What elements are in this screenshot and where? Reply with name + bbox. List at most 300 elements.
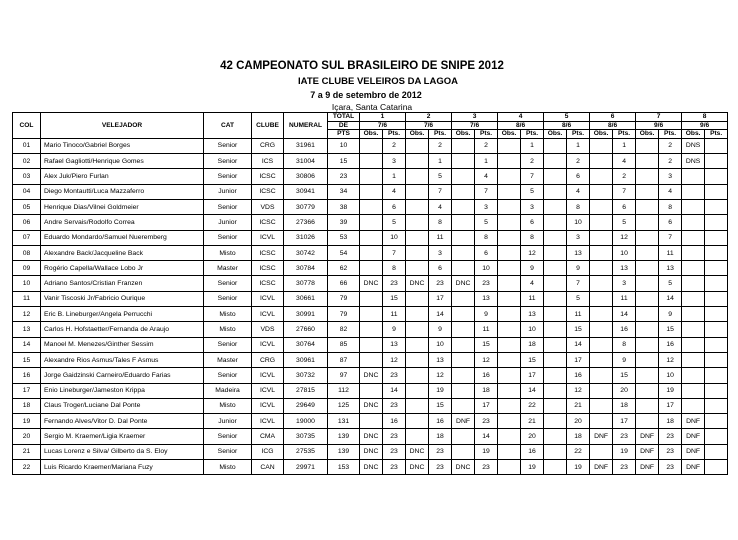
row-race-pts: 3 bbox=[659, 169, 682, 184]
row-race-pts: 9 bbox=[613, 352, 636, 367]
row-race-pts: 12 bbox=[383, 352, 406, 367]
row-race-obs bbox=[498, 291, 521, 306]
table-row bbox=[13, 307, 728, 322]
row-cat: Junior bbox=[204, 184, 252, 199]
row-race-pts: 19 bbox=[613, 444, 636, 459]
table-row bbox=[13, 276, 728, 291]
row-race-pts: 10 bbox=[613, 245, 636, 260]
row-sailor: Rogério Capella/Wallace Lobo Jr bbox=[41, 261, 204, 276]
row-race-obs bbox=[590, 414, 613, 429]
row-race-pts: 18 bbox=[659, 414, 682, 429]
row-race-obs bbox=[590, 199, 613, 214]
row-race-pts: 12 bbox=[475, 352, 498, 367]
row-race-pts: 8 bbox=[659, 199, 682, 214]
row-race-obs: DNC bbox=[452, 276, 475, 291]
row-sailor: Manoel M. Menezes/Ginther Sessim bbox=[41, 337, 204, 352]
row-race-obs bbox=[544, 398, 567, 413]
row-race-pts: 20 bbox=[613, 383, 636, 398]
row-race-obs bbox=[498, 429, 521, 444]
row-race-obs bbox=[452, 215, 475, 230]
row-race-pts: 5 bbox=[383, 215, 406, 230]
page-title: 42 CAMPEONATO SUL BRASILEIRO DE SNIPE 2012 bbox=[220, 60, 504, 72]
row-race-pts: 7 bbox=[429, 184, 452, 199]
row-cat: Junior bbox=[204, 215, 252, 230]
row-sailor: Lucas Lorenz e Silva/ Gilberto da S. Eloy bbox=[41, 444, 204, 459]
row-race-obs bbox=[636, 352, 659, 367]
row-race-obs bbox=[498, 184, 521, 199]
row-club: ICVL bbox=[252, 230, 284, 245]
row-number: 30764 bbox=[284, 337, 328, 352]
row-race-pts: 11 bbox=[475, 322, 498, 337]
row-total: 53 bbox=[328, 230, 360, 245]
row-race-pts: 10 bbox=[383, 230, 406, 245]
row-race-obs: DNC bbox=[360, 276, 383, 291]
row-race-pts: 6 bbox=[521, 215, 544, 230]
row-race-pts: 12 bbox=[659, 352, 682, 367]
table-row bbox=[13, 398, 728, 413]
row-race-pts: 10 bbox=[567, 215, 590, 230]
row-cat: Senior bbox=[204, 138, 252, 153]
row-race-pts: 6 bbox=[567, 169, 590, 184]
row-race-pts bbox=[705, 337, 728, 352]
row-cat: Senior bbox=[204, 444, 252, 459]
row-race-obs bbox=[636, 383, 659, 398]
row-race-pts: 20 bbox=[521, 429, 544, 444]
row-race-pts: 3 bbox=[429, 245, 452, 260]
row-race-obs bbox=[590, 444, 613, 459]
row-race-pts: 1 bbox=[613, 138, 636, 153]
row-race-obs bbox=[682, 337, 705, 352]
col-header-col: COL bbox=[13, 113, 41, 139]
row-total: 79 bbox=[328, 307, 360, 322]
row-cat: Master bbox=[204, 352, 252, 367]
race-number-header: 5 bbox=[544, 113, 590, 122]
table-row bbox=[13, 383, 728, 398]
row-total: 139 bbox=[328, 429, 360, 444]
race-date-header: 7/6 bbox=[360, 121, 406, 130]
row-race-pts: 15 bbox=[567, 322, 590, 337]
row-race-pts: 8 bbox=[429, 215, 452, 230]
row-sailor: Eduardo Mondardo/Samuel Nueremberg bbox=[41, 230, 204, 245]
row-col: 12 bbox=[13, 307, 41, 322]
row-race-obs bbox=[636, 307, 659, 322]
row-race-obs bbox=[544, 352, 567, 367]
row-club: ICSC bbox=[252, 184, 284, 199]
row-cat: Senior bbox=[204, 368, 252, 383]
row-race-pts: 16 bbox=[613, 322, 636, 337]
club-name: IATE CLUBE VELEIROS DA LAGOA bbox=[298, 76, 458, 87]
row-race-obs bbox=[452, 352, 475, 367]
row-col: 11 bbox=[13, 291, 41, 306]
row-race-pts: 23 bbox=[613, 429, 636, 444]
race-number-header: 4 bbox=[498, 113, 544, 122]
table-row bbox=[13, 429, 728, 444]
row-race-obs bbox=[544, 245, 567, 260]
row-race-obs bbox=[406, 414, 429, 429]
row-race-obs bbox=[636, 199, 659, 214]
row-race-pts: 5 bbox=[429, 169, 452, 184]
row-race-obs bbox=[360, 169, 383, 184]
row-race-obs bbox=[498, 337, 521, 352]
row-total: 131 bbox=[328, 414, 360, 429]
row-race-obs bbox=[498, 368, 521, 383]
row-race-obs bbox=[498, 414, 521, 429]
row-race-obs bbox=[636, 184, 659, 199]
row-race-obs bbox=[682, 169, 705, 184]
row-race-obs bbox=[544, 184, 567, 199]
row-race-pts: 19 bbox=[429, 383, 452, 398]
row-race-pts: 10 bbox=[521, 322, 544, 337]
row-race-pts: 23 bbox=[429, 444, 452, 459]
row-race-obs bbox=[452, 199, 475, 214]
row-club: ICSC bbox=[252, 169, 284, 184]
row-race-obs bbox=[682, 352, 705, 367]
row-race-obs bbox=[590, 337, 613, 352]
row-race-pts bbox=[705, 184, 728, 199]
row-race-pts: 6 bbox=[429, 261, 452, 276]
row-race-pts bbox=[705, 261, 728, 276]
row-race-obs bbox=[590, 368, 613, 383]
row-race-obs bbox=[498, 383, 521, 398]
row-race-pts: 8 bbox=[567, 199, 590, 214]
row-sailor: Jorge Gaidzinski Carneiro/Eduardo Farias bbox=[41, 368, 204, 383]
row-race-obs bbox=[360, 352, 383, 367]
row-race-obs bbox=[544, 429, 567, 444]
row-sailor: Alexandre Rios Asmus/Tales F Asmus bbox=[41, 352, 204, 367]
results-table bbox=[12, 112, 728, 475]
row-race-obs: DNF bbox=[590, 429, 613, 444]
row-race-obs bbox=[452, 307, 475, 322]
row-race-obs bbox=[498, 307, 521, 322]
obs-header: Obs. bbox=[360, 130, 383, 139]
row-col: 10 bbox=[13, 276, 41, 291]
row-race-obs bbox=[590, 322, 613, 337]
row-race-pts: 13 bbox=[659, 261, 682, 276]
row-race-pts: 4 bbox=[429, 199, 452, 214]
row-race-obs bbox=[590, 307, 613, 322]
row-race-pts: 23 bbox=[383, 429, 406, 444]
row-race-obs bbox=[544, 368, 567, 383]
row-race-obs: DNF bbox=[682, 414, 705, 429]
row-race-pts: 23 bbox=[429, 460, 452, 475]
row-race-obs bbox=[452, 154, 475, 169]
row-race-obs bbox=[636, 398, 659, 413]
row-race-obs bbox=[544, 460, 567, 475]
row-club: VDS bbox=[252, 199, 284, 214]
row-race-pts bbox=[705, 429, 728, 444]
row-race-obs bbox=[590, 261, 613, 276]
race-date-header: 8/6 bbox=[590, 121, 636, 130]
row-race-pts bbox=[705, 307, 728, 322]
row-race-pts: 14 bbox=[521, 383, 544, 398]
row-race-obs bbox=[636, 245, 659, 260]
row-number: 30661 bbox=[284, 291, 328, 306]
row-race-obs bbox=[406, 398, 429, 413]
row-race-obs bbox=[406, 307, 429, 322]
row-race-obs bbox=[498, 352, 521, 367]
row-col: 01 bbox=[13, 138, 41, 153]
row-sailor: Adriano Santos/Cristian Franzen bbox=[41, 276, 204, 291]
row-club: CRG bbox=[252, 352, 284, 367]
row-race-obs bbox=[682, 230, 705, 245]
row-sailor: Carlos H. Hofstaetter/Fernanda de Araujo bbox=[41, 322, 204, 337]
row-race-pts: 2 bbox=[567, 154, 590, 169]
row-race-obs bbox=[406, 245, 429, 260]
row-race-pts: 7 bbox=[475, 184, 498, 199]
row-race-obs bbox=[544, 199, 567, 214]
race-date-header: 7/6 bbox=[452, 121, 498, 130]
table-row bbox=[13, 199, 728, 214]
row-race-obs bbox=[452, 383, 475, 398]
row-race-obs bbox=[452, 322, 475, 337]
row-cat: Senior bbox=[204, 429, 252, 444]
row-race-obs: DNC bbox=[360, 429, 383, 444]
row-race-pts: 4 bbox=[383, 184, 406, 199]
row-race-pts: 17 bbox=[521, 368, 544, 383]
row-club: ICSC bbox=[252, 276, 284, 291]
row-race-pts: 11 bbox=[567, 307, 590, 322]
row-club: ICVL bbox=[252, 368, 284, 383]
obs-header: Obs. bbox=[544, 130, 567, 139]
row-race-pts: 18 bbox=[521, 337, 544, 352]
table-row bbox=[13, 322, 728, 337]
row-race-pts: 6 bbox=[659, 215, 682, 230]
row-race-pts bbox=[705, 352, 728, 367]
row-col: 16 bbox=[13, 368, 41, 383]
row-race-pts: 23 bbox=[659, 444, 682, 459]
obs-header: Obs. bbox=[452, 130, 475, 139]
row-race-obs bbox=[406, 199, 429, 214]
row-race-obs bbox=[406, 337, 429, 352]
row-race-obs bbox=[636, 154, 659, 169]
row-race-pts: 1 bbox=[429, 154, 452, 169]
table-row bbox=[13, 230, 728, 245]
row-race-pts: 11 bbox=[429, 230, 452, 245]
row-race-obs bbox=[452, 230, 475, 245]
row-race-obs: DNF bbox=[682, 444, 705, 459]
row-sailor: Diego Montautti/Luca Mazzaferro bbox=[41, 184, 204, 199]
row-race-obs bbox=[498, 138, 521, 153]
row-number: 30991 bbox=[284, 307, 328, 322]
row-race-obs bbox=[406, 429, 429, 444]
row-total: 39 bbox=[328, 215, 360, 230]
row-race-pts: 11 bbox=[521, 291, 544, 306]
row-race-obs bbox=[636, 138, 659, 153]
row-race-pts: 21 bbox=[521, 414, 544, 429]
row-sailor: Claus Troger/Luciane Dal Ponte bbox=[41, 398, 204, 413]
row-race-pts: 2 bbox=[659, 138, 682, 153]
row-club: ICVL bbox=[252, 398, 284, 413]
row-race-pts bbox=[705, 138, 728, 153]
row-race-obs bbox=[682, 276, 705, 291]
row-sailor: Rafael Gagliotti/Henrique Gomes bbox=[41, 154, 204, 169]
event-location: Içara, Santa Catarina bbox=[331, 102, 413, 112]
row-club: ICVL bbox=[252, 291, 284, 306]
row-col: 22 bbox=[13, 460, 41, 475]
row-total: 66 bbox=[328, 276, 360, 291]
row-race-obs bbox=[406, 368, 429, 383]
row-race-obs: DNC bbox=[360, 398, 383, 413]
row-race-pts: 11 bbox=[383, 307, 406, 322]
row-race-obs bbox=[590, 230, 613, 245]
row-race-obs bbox=[544, 138, 567, 153]
row-race-obs bbox=[590, 184, 613, 199]
row-race-pts: 8 bbox=[613, 337, 636, 352]
row-race-pts: 9 bbox=[475, 307, 498, 322]
row-race-obs bbox=[452, 138, 475, 153]
row-race-obs bbox=[360, 337, 383, 352]
table-row bbox=[13, 352, 728, 367]
col-header-sailor: VELEJADOR bbox=[41, 113, 204, 139]
row-race-pts: 17 bbox=[613, 414, 636, 429]
row-race-pts: 15 bbox=[659, 322, 682, 337]
table-row bbox=[13, 261, 728, 276]
row-race-pts: 9 bbox=[567, 261, 590, 276]
row-cat: Master bbox=[204, 261, 252, 276]
row-race-obs bbox=[452, 261, 475, 276]
row-race-pts: 13 bbox=[567, 245, 590, 260]
row-race-obs bbox=[636, 261, 659, 276]
table-row bbox=[13, 169, 728, 184]
row-race-pts: 1 bbox=[521, 138, 544, 153]
row-race-pts: 23 bbox=[429, 276, 452, 291]
row-race-pts: 3 bbox=[567, 230, 590, 245]
row-race-pts: 16 bbox=[429, 414, 452, 429]
row-race-pts: 23 bbox=[383, 368, 406, 383]
row-race-pts: 12 bbox=[567, 383, 590, 398]
row-race-obs bbox=[636, 414, 659, 429]
row-col: 14 bbox=[13, 337, 41, 352]
row-total: 10 bbox=[328, 138, 360, 153]
col-header-cat: CAT bbox=[204, 113, 252, 139]
row-race-pts: 14 bbox=[659, 291, 682, 306]
row-race-obs: DNF bbox=[590, 460, 613, 475]
table-row bbox=[13, 138, 728, 153]
results-table-viewport[interactable] bbox=[12, 112, 723, 471]
row-race-pts: 11 bbox=[659, 245, 682, 260]
row-number: 29971 bbox=[284, 460, 328, 475]
row-cat: Misto bbox=[204, 245, 252, 260]
row-race-pts: 16 bbox=[567, 368, 590, 383]
row-race-obs bbox=[406, 154, 429, 169]
row-sailor: Alexandre Back/Jacqueline Back bbox=[41, 245, 204, 260]
row-race-obs: DNC bbox=[406, 460, 429, 475]
row-race-obs bbox=[590, 276, 613, 291]
row-race-obs bbox=[590, 398, 613, 413]
row-race-obs bbox=[682, 215, 705, 230]
row-race-obs bbox=[590, 245, 613, 260]
row-race-obs bbox=[360, 383, 383, 398]
row-sailor: Sergio M. Kraemer/Ligia Kraemer bbox=[41, 429, 204, 444]
row-race-obs: DNF bbox=[636, 429, 659, 444]
row-race-pts: 23 bbox=[613, 460, 636, 475]
row-race-obs bbox=[682, 291, 705, 306]
row-number: 30806 bbox=[284, 169, 328, 184]
row-race-pts: 9 bbox=[659, 307, 682, 322]
row-race-obs bbox=[498, 460, 521, 475]
row-col: 05 bbox=[13, 199, 41, 214]
row-race-pts: 23 bbox=[383, 444, 406, 459]
row-race-obs bbox=[498, 444, 521, 459]
row-race-pts: 16 bbox=[659, 337, 682, 352]
row-race-pts: 18 bbox=[567, 429, 590, 444]
row-col: 17 bbox=[13, 383, 41, 398]
row-race-obs bbox=[590, 215, 613, 230]
row-race-obs bbox=[544, 169, 567, 184]
obs-header: Obs. bbox=[636, 130, 659, 139]
row-race-pts: 23 bbox=[659, 429, 682, 444]
row-club: ICG bbox=[252, 444, 284, 459]
row-race-obs bbox=[406, 291, 429, 306]
row-number: 30778 bbox=[284, 276, 328, 291]
row-race-obs bbox=[636, 291, 659, 306]
table-row bbox=[13, 460, 728, 475]
row-cat: Junior bbox=[204, 414, 252, 429]
row-race-pts: 7 bbox=[659, 230, 682, 245]
row-race-obs bbox=[360, 414, 383, 429]
row-number: 19000 bbox=[284, 414, 328, 429]
row-race-obs bbox=[406, 322, 429, 337]
row-race-pts bbox=[705, 322, 728, 337]
row-race-obs bbox=[636, 322, 659, 337]
row-race-obs: DNS bbox=[682, 154, 705, 169]
row-race-obs bbox=[544, 261, 567, 276]
row-race-pts: 23 bbox=[659, 460, 682, 475]
row-race-pts: 23 bbox=[475, 460, 498, 475]
row-number: 30784 bbox=[284, 261, 328, 276]
table-row bbox=[13, 215, 728, 230]
row-total: 79 bbox=[328, 291, 360, 306]
row-number: 31026 bbox=[284, 230, 328, 245]
row-club: ICSC bbox=[252, 215, 284, 230]
row-race-obs bbox=[360, 230, 383, 245]
row-race-pts bbox=[705, 460, 728, 475]
row-race-obs bbox=[544, 414, 567, 429]
row-race-obs bbox=[636, 337, 659, 352]
row-race-pts: 23 bbox=[383, 460, 406, 475]
race-number-header: 8 bbox=[682, 113, 728, 122]
row-race-pts: 3 bbox=[613, 276, 636, 291]
row-race-pts: 9 bbox=[383, 322, 406, 337]
pts-header: Pts. bbox=[429, 130, 452, 139]
obs-header: Obs. bbox=[406, 130, 429, 139]
row-col: 19 bbox=[13, 414, 41, 429]
row-club: CAN bbox=[252, 460, 284, 475]
row-race-obs bbox=[682, 383, 705, 398]
row-race-obs bbox=[452, 368, 475, 383]
row-race-obs bbox=[544, 383, 567, 398]
row-race-obs bbox=[590, 154, 613, 169]
row-cat: Senior bbox=[204, 199, 252, 214]
row-race-obs bbox=[452, 429, 475, 444]
row-race-pts: 19 bbox=[475, 444, 498, 459]
row-race-pts: 2 bbox=[429, 138, 452, 153]
row-col: 06 bbox=[13, 215, 41, 230]
row-race-obs bbox=[636, 368, 659, 383]
row-club: CRG bbox=[252, 138, 284, 153]
race-date-header: 8/6 bbox=[544, 121, 590, 130]
row-race-obs: DNC bbox=[360, 460, 383, 475]
row-race-obs: DNS bbox=[682, 138, 705, 153]
row-race-obs bbox=[636, 169, 659, 184]
row-number: 31961 bbox=[284, 138, 328, 153]
row-race-obs bbox=[544, 276, 567, 291]
row-race-obs bbox=[406, 215, 429, 230]
row-race-obs: DNC bbox=[360, 368, 383, 383]
row-race-obs bbox=[406, 383, 429, 398]
row-race-obs bbox=[544, 322, 567, 337]
row-race-pts: 17 bbox=[659, 398, 682, 413]
